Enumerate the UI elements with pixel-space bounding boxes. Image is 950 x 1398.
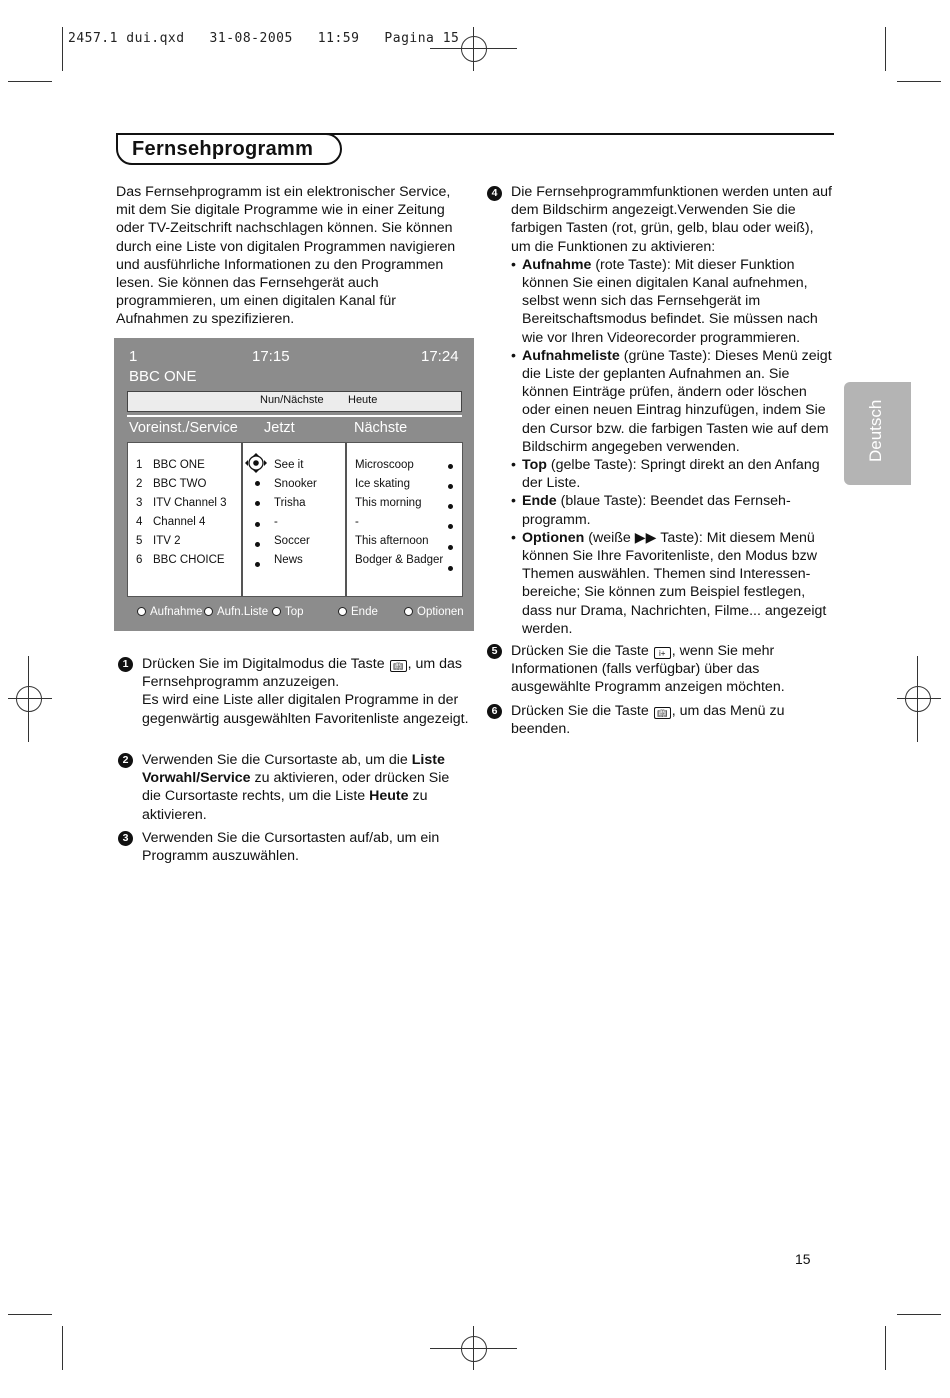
legend-options[interactable]: Optionen <box>404 606 464 618</box>
red-key-icon <box>137 607 146 616</box>
bullet-dot <box>448 566 453 571</box>
col-now-header: Jetzt <box>264 420 295 436</box>
bullet-dot <box>448 504 453 509</box>
row-next: Ice skating <box>355 478 410 490</box>
list-item: • Top (gelbe Taste): Springt direkt an den Anfang der Liste. <box>511 456 833 492</box>
end-time: 17:24 <box>421 348 459 365</box>
row-next: Microscoop <box>355 459 414 471</box>
row-service: BBC CHOICE <box>153 554 225 566</box>
language-tab <box>844 382 911 485</box>
legend-record-list[interactable]: Aufn.Liste <box>204 606 268 618</box>
bullet-dot <box>255 501 260 506</box>
guide-key-icon: 📖︎ <box>654 707 671 719</box>
row-now: - <box>274 516 278 528</box>
green-key-icon <box>204 607 213 616</box>
row-next: - <box>355 516 359 528</box>
guide-key-icon: 📖︎ <box>390 660 407 672</box>
white-key-icon <box>404 607 413 616</box>
blue-key-icon <box>338 607 347 616</box>
row-number: 1 <box>136 459 143 471</box>
crop-mark <box>8 81 52 82</box>
intro-paragraph: Das Fernsehprogramm ist ein elektronischer Service, mit dem Sie digitale Programme wie in einer Zeitung oder TV-Zeitschrift nachschlagen können. Sie können durch eine Liste von digitalen Programmen navigieren und ausführliche Informationen zu den Programmen lesen. Sie können das Fernsehgerät auch programmieren, um einen digitalen Kanal für Aufnahmen zu spezifizieren. <box>116 184 456 328</box>
row-service: BBC ONE <box>153 459 205 471</box>
bullet-dot <box>255 542 260 547</box>
row-number: 6 <box>136 554 143 566</box>
row-now: Snooker <box>274 478 317 490</box>
bullet-dot <box>255 522 260 527</box>
row-number: 5 <box>136 535 143 547</box>
row-number: 4 <box>136 516 143 528</box>
row-number: 2 <box>136 478 143 490</box>
row-number: 3 <box>136 497 143 509</box>
list-item: • Aufnahme (rote Taste): Mit dieser Funktion können Sie einen digitalen Kanal aufnehmen, selbst wenn sich das Fernsehgerät im Bereitschaftsmodus befindet. Sie müssen nach wie vor Ihren Videorecorder programmieren. <box>511 256 833 347</box>
step-3: Verwenden Sie die Cursortasten auf/ab, um ein Programm auszuwählen. <box>142 830 440 865</box>
tab-now-next[interactable]: Nun/Nächste <box>260 394 324 406</box>
channel-number: 1 <box>129 348 138 365</box>
bullet-dot <box>255 481 260 486</box>
bullet-dot <box>448 524 453 529</box>
crop-mark <box>8 1314 52 1315</box>
step-5: Drücken Sie die Taste i+ , wenn Sie mehr Informationen (falls verfügbar) über das ausgewählte Programm anzeigen möchten. <box>511 643 785 696</box>
row-now: News <box>274 554 303 566</box>
row-service: Channel 4 <box>153 516 206 528</box>
step-number-3: 3 <box>118 831 133 846</box>
step-number-4: 4 <box>487 186 502 201</box>
cursor-navigation-icon <box>243 452 269 474</box>
crop-mark <box>897 1314 941 1315</box>
tv-guide-screen <box>114 338 474 631</box>
step-number-6: 6 <box>487 704 502 719</box>
row-now: Soccer <box>274 535 310 547</box>
page-title-box <box>116 133 342 165</box>
channel-name: BBC ONE <box>129 368 197 385</box>
legend-end[interactable]: Ende <box>338 606 378 618</box>
crop-mark <box>62 27 63 71</box>
row-next: This afternoon <box>355 535 429 547</box>
list-item: • Aufnahmeliste (grüne Taste): Dieses Menü zeigt die Liste der geplanten Aufnahmen an. Sie können Einträge prüfen, ändern oder löschen oder einen neuen Eintrag hinzufügen, indem Sie den Cursor bzw. die farbigen Tasten wie auf dem Bildschirm angegeben verwenden. <box>511 347 833 456</box>
row-now: Trisha <box>274 497 306 509</box>
crop-mark <box>62 1326 63 1370</box>
bullet-dot <box>448 484 453 489</box>
step-2: Verwenden Sie die Cursortaste ab, um die Liste Vorwahl/Service zu aktivieren, oder drücken Sie die Cursortaste rechts, um die Liste Heute zu aktivieren. <box>142 752 450 823</box>
start-time: 17:15 <box>252 348 290 365</box>
bullet-dot <box>255 562 260 567</box>
page-number: 15 <box>795 1251 811 1267</box>
row-next: This morning <box>355 497 422 509</box>
col-service-header: Voreinst./Service <box>129 420 238 436</box>
row-service: BBC TWO <box>153 478 207 490</box>
row-now: See it <box>274 459 304 471</box>
bullet-dot <box>448 545 453 550</box>
step-number-5: 5 <box>487 644 502 659</box>
list-item: • Ende (blaue Taste): Beendet das Fernseh-programm. <box>511 492 833 528</box>
legend-record[interactable]: Aufnahme <box>137 606 202 618</box>
step-1: Drücken Sie im Digitalmodus die Taste 📖︎ , um das Fernsehprogramm anzuzeigen. Es wird eine Liste aller digitalen Programme in der gegenwärtig ausgewählten Favoritenliste angezeigt. <box>142 656 469 727</box>
fast-forward-icon: ▶▶ <box>634 529 657 546</box>
tab-bar <box>127 391 462 412</box>
page-title: Fernsehprogramm <box>132 138 314 160</box>
info-key-icon: i+ <box>654 647 671 659</box>
crop-mark <box>897 81 941 82</box>
list-item: • Optionen (weiße ▶▶ Taste): Mit diesem Menü können Sie Ihre Favoritenliste, den Modus bzw Themen auswählen. Themen sind Interessen-bereiche; Sie können zum Beispiel festlegen, dass nur Drama, Nachrichten, Filme... angezeigt werden. <box>511 529 833 638</box>
bullet-dot <box>448 464 453 469</box>
step-4: Die Fernsehprogrammfunktionen werden unten auf dem Bildschirm angezeigt.Verwenden Sie die farbigen Tasten (rot, grün, gelb, blau oder weiß), um die Funktionen zu aktivieren: • Aufnahme (rote Taste): Mit dieser Funktion können Sie einen digitalen Kanal aufnehmen, selbst wenn sich das Fernsehgerät im Bereitschaftsmodus befindet. Sie müssen nach wie vor Ihren Videorecorder programmieren. • Aufnahmeliste (grüne Taste): Dieses Menü zeigt die Liste der geplanten Aufnahmen an. Sie können Einträge prüfen, ändern oder löschen oder einen neuen Eintrag hinzufügen, indem Sie den Cursor bzw. die farbigen Tasten wie auf dem Bildschirm angegeben verwenden. • Top (gelbe Taste): Springt direkt an den Anfang der Liste. • Ende (blaue Taste): Beendet das Fernseh-programm. • Optionen (weiße ▶▶ Taste): Mit diesem Menü können Sie Ihre Favoritenliste, den Modus bzw Themen auswählen. Themen sind Interessen-bereiche; Sie können zum Beispiel festlegen, dass nur Drama, Nachrichten, Filme... angezeigt werden. <box>511 183 833 638</box>
crop-mark <box>885 1326 886 1370</box>
col-next-header: Nächste <box>354 420 408 436</box>
language-tab-label: Deutsch <box>866 399 885 462</box>
printer-slug: 2457.1 dui.qxd 31-08-2005 11:59 Pagina 15 <box>68 31 460 46</box>
row-service: ITV Channel 3 <box>153 497 227 509</box>
yellow-key-icon <box>272 607 281 616</box>
row-next: Bodger & Badger <box>355 554 444 566</box>
crop-mark <box>885 27 886 71</box>
step-number-2: 2 <box>118 753 133 768</box>
row-service: ITV 2 <box>153 535 181 547</box>
step-number-1: 1 <box>118 657 133 672</box>
function-list <box>511 256 833 638</box>
step-6: Drücken Sie die Taste 📖︎ , um das Menü zu beenden. <box>511 703 785 738</box>
legend-top[interactable]: Top <box>272 606 304 618</box>
divider <box>127 415 462 417</box>
tab-today[interactable]: Heute <box>348 394 378 406</box>
